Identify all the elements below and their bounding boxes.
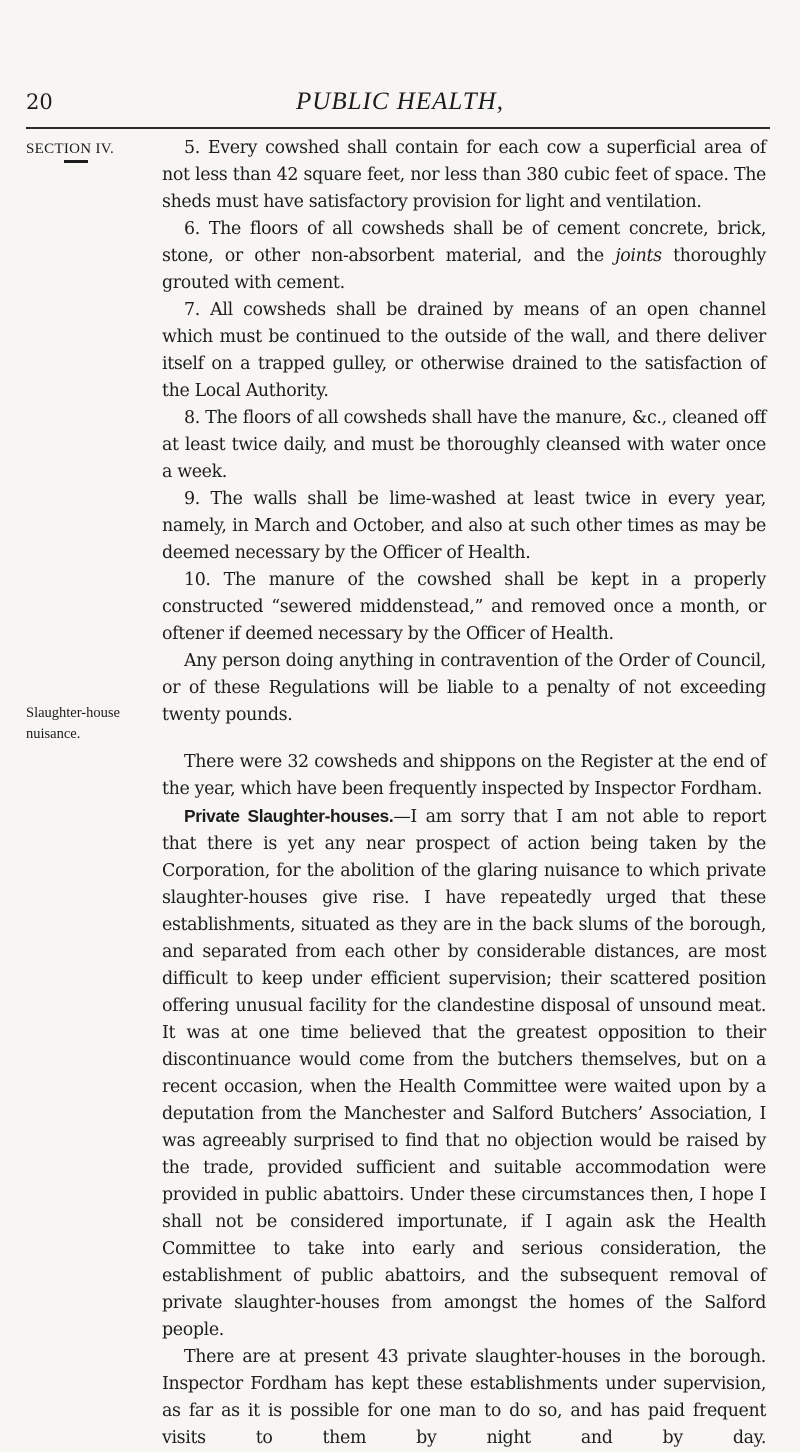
running-head-title: PUBLIC HEALTH, xyxy=(296,88,504,115)
section-label-underline xyxy=(64,160,88,163)
paragraph-register: There were 32 cowsheds and shippons on the Register at the end of the year, which have been frequently inspected by Inspector Fordham. xyxy=(162,752,766,799)
paragraph-penalty: Any person doing anything in contravention of the Order of Council, or of these Regulations will be liable to a penalty of not exceeding twenty pounds. xyxy=(162,651,766,725)
slaughter-houses-body: —I am sorry that I am not able to report that there is yet any near prospect of action being taken by the Corporation, for the abolition of the glaring nuisance to which private slaughter-houses give rise. I have repeatedly urged that these establishments, situated as they are in the back slums of the borough, and separated from each other by considerable distances, are most difficult to keep under efficient supervision; their scattered position offering unusual facility for the clandestine disposal of unsound meat. It was at one time believed that the greatest opposition to their discontinuance would come from the butchers themselves, but on a recent occasion, when the Health Committee were waited upon by a deputation from the Manchester and Salford Butchers’ Association, I was agreeably surprised to find that no objection would be raised by the trade, provided sufficient and suitable accommodation were provided in public abattoirs. Under these circumstances then, I hope I shall not be considered importunate, if I again ask the Health Committee to take into early and serious consideration, the establishment of public abattoirs, and the subsequent removal of private slaughter-houses from amongst the homes of the Salford people. xyxy=(162,807,766,1340)
header-rule xyxy=(26,127,770,129)
paragraph-slaughter-houses xyxy=(162,803,766,1344)
paragraph-present-count: There are at present 43 private slaughter-houses in the borough. Inspector Fordham has kept these establishments under supervision, as far as it is possible for one man to do so, and has paid frequent visits to them by night and by day. xyxy=(162,1347,766,1448)
section-label: SECTION IV. xyxy=(26,141,115,157)
paragraph-regulation-9: 9. The walls shall be lime-washed at least twice in every year, namely, in March and October, and also at such other times as may be deemed necessary by the Officer of Health. xyxy=(162,489,766,563)
regulation-6-text-start: 6. The floors of all cowsheds shall be of cement concrete, brick, stone, or other non-absorbent material, and the xyxy=(162,219,766,266)
paragraph-regulation-5: 5. Every cowshed shall contain for each cow a superficial area of not less than 42 square feet, nor less than 380 cubic feet of space. The sheds must have satisfactory provision for light and ventilation. xyxy=(162,138,766,212)
body-text xyxy=(162,135,766,1452)
regulation-6-text-end: thoroughly grouted with cement. xyxy=(162,246,766,293)
paragraph-regulation-7: 7. All cowsheds shall be drained by means of an open channel which must be continued to the outside of the wall, and there deliver itself on a trapped gulley, or otherwise drained to the satisfaction of the Local Authority. xyxy=(162,300,766,401)
margin-note-slaughter-house: Slaughter-house nuisance. xyxy=(26,705,120,742)
paragraph-regulation-6 xyxy=(162,216,766,297)
regulation-6-italic-joints: joints xyxy=(615,246,662,266)
paragraph-regulation-8: 8. The floors of all cowsheds shall have the manure, &c., cleaned off at least twice daily, and must be thoroughly cleansed with water once a week. xyxy=(162,408,766,482)
slaughter-houses-heading: Private Slaughter-houses. xyxy=(184,806,394,826)
page-number: 20 xyxy=(26,90,53,114)
paragraph-regulation-10: 10. The manure of the cowshed shall be kept in a properly constructed “sewered middenstead,” and removed once a month, or oftener if deemed necessary by the Officer of Health. xyxy=(162,570,766,644)
